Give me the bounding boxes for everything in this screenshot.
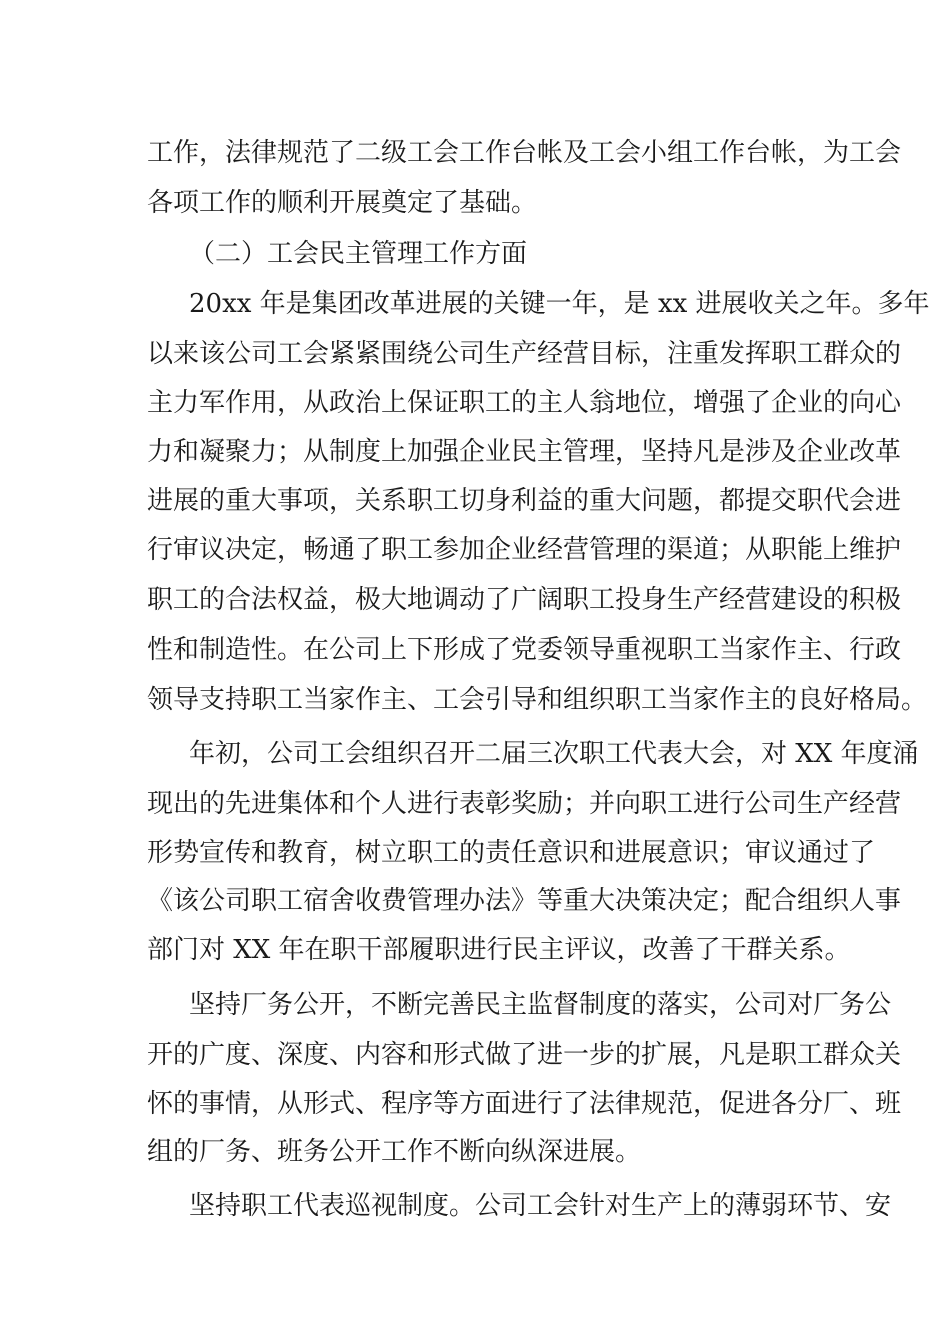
text-line: 坚持职工代表巡视制度。公司工会针对生产上的薄弱环节、安 — [189, 1191, 892, 1221]
text-line: 20xx 年是集团改革进展的关键一年，是 xx 进展收关之年。多年 — [189, 289, 930, 319]
text-line: 力和凝聚力；从制度上加强企业民主管理，坚持凡是涉及企业改革 — [147, 437, 902, 467]
text-line: 主力军作用，从政治上保证职工的主人翁地位，增强了企业的向心 — [147, 388, 902, 418]
text-line: 性和制造性。在公司上下形成了党委领导重视职工当家作主、行政 — [147, 635, 902, 665]
text-line: 领导支持职工当家作主、工会引导和组织职工当家作主的良好格局。 — [147, 685, 928, 715]
text-line: 各项工作的顺利开展奠定了基础。 — [147, 188, 538, 218]
text-line: 《该公司职工宿舍收费管理办法》等重大决策决定；配合组织人事 — [147, 886, 902, 916]
text-line: 部门对 XX 年在职干部履职进行民主评议，改善了干群关系。 — [147, 935, 851, 965]
text-line: 开的广度、深度、内容和形式做了进一步的扩展，凡是职工群众关 — [147, 1040, 902, 1070]
text-line: 进展的重大事项，关系职工切身利益的重大问题，都提交职代会进 — [147, 486, 902, 516]
text-line: 形势宣传和教育，树立职工的责任意识和进展意识；审议通过了 — [147, 838, 876, 868]
text-line: 现出的先进集体和个人进行表彰奖励；并向职工进行公司生产经营 — [147, 789, 902, 819]
text-line: 组的厂务、班务公开工作不断向纵深进展。 — [147, 1137, 642, 1167]
section-heading: （二）工会民主管理工作方面 — [189, 239, 528, 269]
text-line: 职工的合法权益，极大地调动了广阔职工投身生产经营建设的积极 — [147, 585, 902, 615]
text-line: 工作，法律规范了二级工会工作台帐及工会小组工作台帐，为工会 — [147, 138, 902, 168]
text-line: 行审议决定，畅通了职工参加企业经营管理的渠道；从职能上维护 — [147, 535, 902, 565]
text-line: 怀的事情，从形式、程序等方面进行了法律规范，促进各分厂、班 — [147, 1089, 902, 1119]
text-line: 以来该公司工会紧紧围绕公司生产经营目标，注重发挥职工群众的 — [147, 339, 902, 369]
text-line: 年初，公司工会组织召开二届三次职工代表大会，对 XX 年度涌 — [189, 739, 919, 769]
text-line: 坚持厂务公开，不断完善民主监督制度的落实，公司对厂务公 — [189, 990, 892, 1020]
